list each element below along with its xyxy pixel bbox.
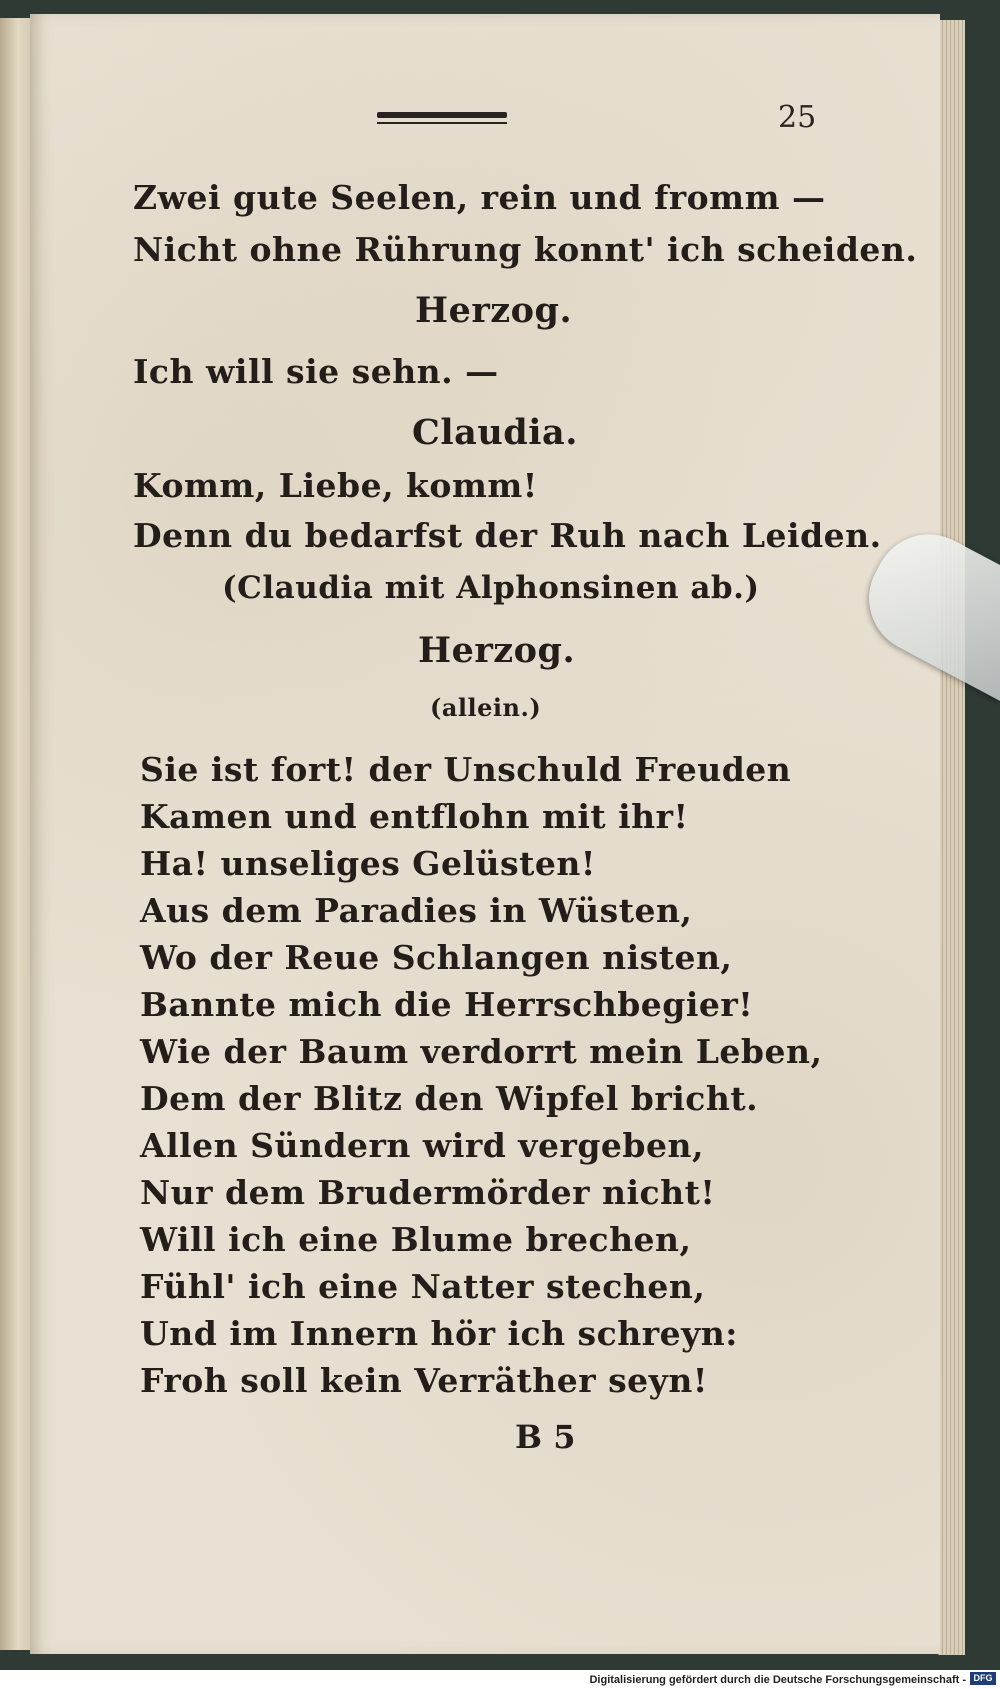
left-page-edge bbox=[0, 18, 31, 1650]
dfg-logo: DFG bbox=[970, 1672, 996, 1685]
speaker-name: Herzog. bbox=[415, 290, 573, 331]
verse-line: Wo der Reue Schlangen nisten, bbox=[140, 938, 733, 977]
footer-bar bbox=[0, 1670, 1000, 1687]
stage-direction: (allein.) bbox=[430, 693, 542, 722]
verse-line: Bannte mich die Herrschbegier! bbox=[140, 985, 754, 1024]
verse-line: Froh soll kein Verräther seyn! bbox=[140, 1361, 708, 1400]
verse-line: Und im Innern hör ich schreyn: bbox=[140, 1314, 738, 1353]
verse-line: Sie ist fort! der Unschuld Freuden bbox=[140, 750, 792, 789]
verse-line: Denn du bedarfst der Ruh nach Leiden. bbox=[133, 516, 882, 555]
verse-line: Kamen und entflohn mit ihr! bbox=[140, 797, 689, 836]
speaker-name: Claudia. bbox=[412, 412, 578, 453]
right-page-edges bbox=[938, 20, 965, 1655]
verse-line: Aus dem Paradies in Wüsten, bbox=[140, 891, 693, 930]
verse-line: Fühl' ich eine Natter stechen, bbox=[140, 1267, 706, 1306]
stage-direction: (Claudia mit Alphonsinen ab.) bbox=[222, 570, 760, 606]
verse-line: Dem der Blitz den Wipfel bricht. bbox=[140, 1079, 759, 1118]
verse-line: Will ich eine Blume brechen, bbox=[140, 1220, 692, 1259]
header-rule bbox=[377, 112, 507, 126]
verse-line: Nur dem Brudermörder nicht! bbox=[140, 1173, 716, 1212]
verse-line: Zwei gute Seelen, rein und fromm — bbox=[133, 178, 826, 217]
verse-line: Ha! unseliges Gelüsten! bbox=[140, 844, 596, 883]
verse-line: Wie der Baum verdorrt mein Leben, bbox=[140, 1032, 823, 1071]
verse-line: Ich will sie sehn. — bbox=[133, 352, 499, 391]
speaker-name: Herzog. bbox=[418, 630, 576, 671]
verse-line: Allen Sündern wird vergeben, bbox=[140, 1126, 704, 1165]
verse-line: Nicht ohne Rührung konnt' ich scheiden. bbox=[133, 230, 918, 269]
verse-line: Komm, Liebe, komm! bbox=[133, 466, 538, 505]
sheet-signature: B 5 bbox=[515, 1418, 576, 1456]
funding-credit: Digitalisierung gefördert durch die Deutsche Forschungsgemeinschaft - bbox=[589, 1674, 966, 1686]
page-number: 25 bbox=[778, 100, 817, 135]
header-rule-thick bbox=[377, 112, 507, 118]
header-rule-thin bbox=[377, 122, 507, 124]
